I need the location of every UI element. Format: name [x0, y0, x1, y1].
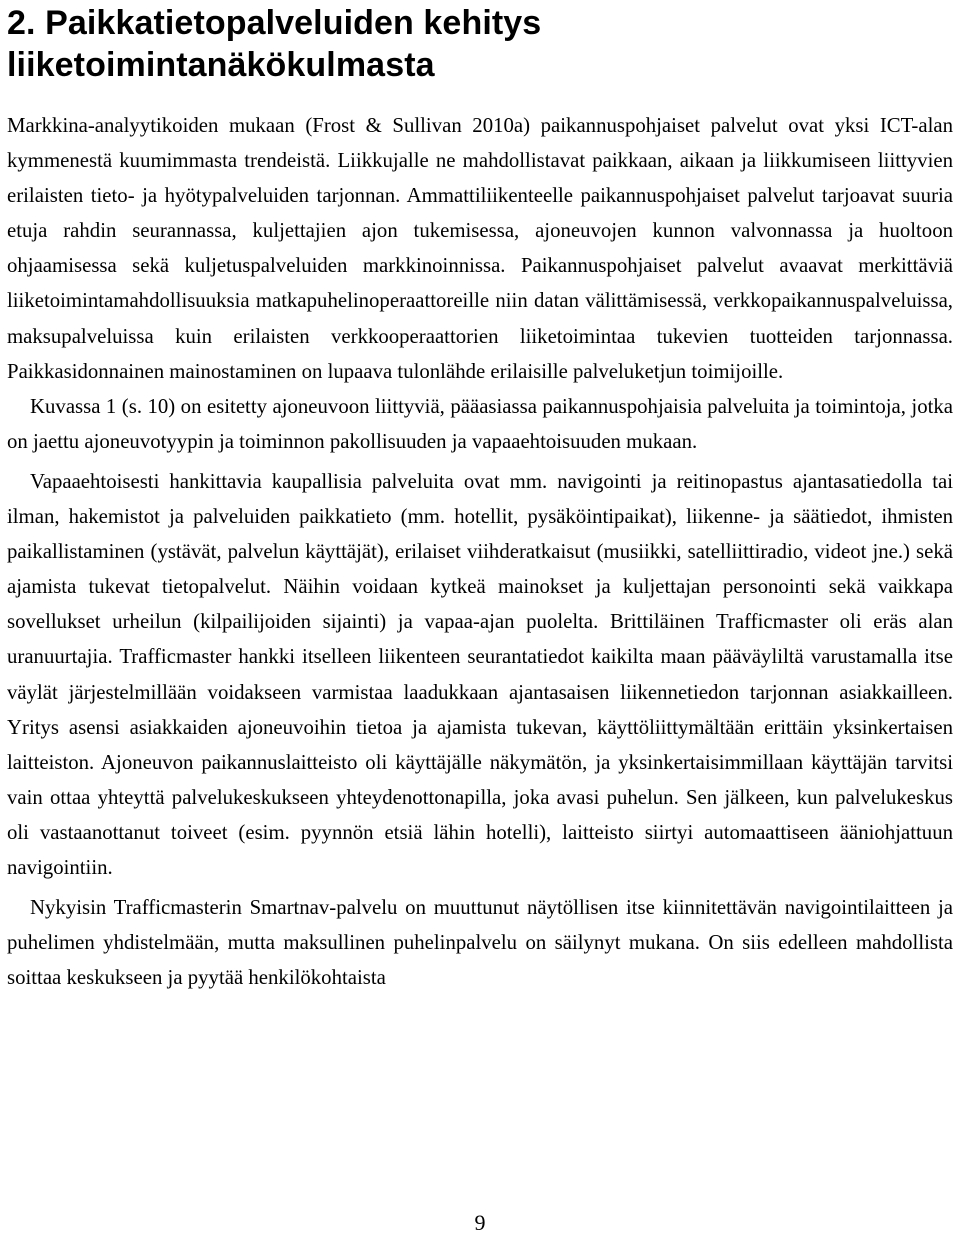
- document-page: [7, 0, 953, 1236]
- paragraph-4: Nykyisin Trafficmasterin Smartnav-palvelu on muuttunut näytöllisen itse kiinnitettävän navigointilaitteen ja puhelimen yhdistelmään, mutta maksullinen puhelinpalvelu on säilynyt mukana. On siis edelleen mahdollista soittaa keskukseen ja pyytää henkilökohtaista: [7, 896, 953, 990]
- body-text: [7, 108, 953, 995]
- chapter-title-line-2: liiketoimintanäkökulmasta: [7, 46, 435, 84]
- paragraph-1: Markkina-analyytikoiden mukaan (Frost & Sullivan 2010a) paikannuspohjaiset palvelut ovat yksi ICT-alan kymmenestä kuumimmasta trendeistä. Liikkujalle ne mahdollistavat paikkaan, aikaan ja liikkumiseen liittyvien erilaisten tieto- ja hyötypalveluiden tarjonnan. Ammattiliikenteelle paikannuspohjaiset palvelut tarjoavat suuria etuja rahdin seurannassa, kuljettajien ajon tukemisessa, ajoneuvojen kunnon valvonnassa ja huoltoon ohjaamisessa sekä kuljetuspalveluiden markkinoinnissa. Paikannuspohjaiset palvelut avaavat merkittäviä liiketoimintamahdollisuuksia matkapuhelinoperaattoreille niin datan välittämisessä, verkkopaikannuspalveluissa, maksupalveluissa kuin erilaisten verkkooperaattorien liiketoimintaa tukevien tuotteiden tarjonnassa. Paikkasidonnainen mainostaminen on lupaava tulonlähde erilaisille palveluketjun toimijoille.: [7, 114, 953, 383]
- paragraph-2: Kuvassa 1 (s. 10) on esitetty ajoneuvoon liittyviä, pääasiassa paikannuspohjaisia palveluita ja toimintoja, jotka on jaettu ajoneuvotyypin ja toiminnon pakollisuuden ja vapaaehtoisuuden mukaan.: [7, 394, 953, 453]
- page-number: 9: [474, 1210, 486, 1235]
- chapter-title-line-1: 2. Paikkatietopalveluiden kehitys: [7, 4, 542, 42]
- chapter-title: [7, 0, 953, 86]
- paragraph-3: Vapaaehtoisesti hankittavia kaupallisia palveluita ovat mm. navigointi ja reitinopastus ajantasatiedolla tai ilman, hakemistot ja palveluiden paikkatieto (mm. hotellit, pysäköintipaikat), liikenne- ja säätiedot, ihmisten paikallistaminen (ystävät, palvelun käyttäjät), erilaiset viihderatkaisut (musiikki, satelliittiradio, videot jne.) sekä ajamista tukevat tietopalvelut. Näihin voidaan kytkeä mainokset ja kuljettajan personointi sekä vaikkapa sovellukset urheilun (kilpailijoiden sijainti) ja vapaa-ajan puolelta. Brittiläinen Trafficmaster oli eräs alan uranuurtajia. Trafficmaster hankki itselleen liikenteen seurantatiedot kaikilta maan pääväyliltä varustamalla itse väylät järjestelmillään voidakseen varmistaa laadukkaan ajantasaisen liikennetiedon tarjonnan asiakkailleen. Yritys asensi asiakkaiden ajoneuvoihin tietoa ja ajamista tukevan, käyttöliittymältään erittäin yksinkertaisen laitteiston. Ajoneuvon paikannuslaitteisto oli käyttäjälle näkymätön, ja yksinkertaisimmillaan käyttäjän tarvitsi vain ottaa yhteyttä palvelukeskukseen yhteydenottonapilla, joka avasi puhelun. Sen jälkeen, kun palvelukeskus oli vastaanottanut toiveet (esim. pyynnön etsiä lähin hotelli), laitteisto siirtyi automaattiseen ääniohjattuun navigointiin.: [7, 469, 953, 879]
